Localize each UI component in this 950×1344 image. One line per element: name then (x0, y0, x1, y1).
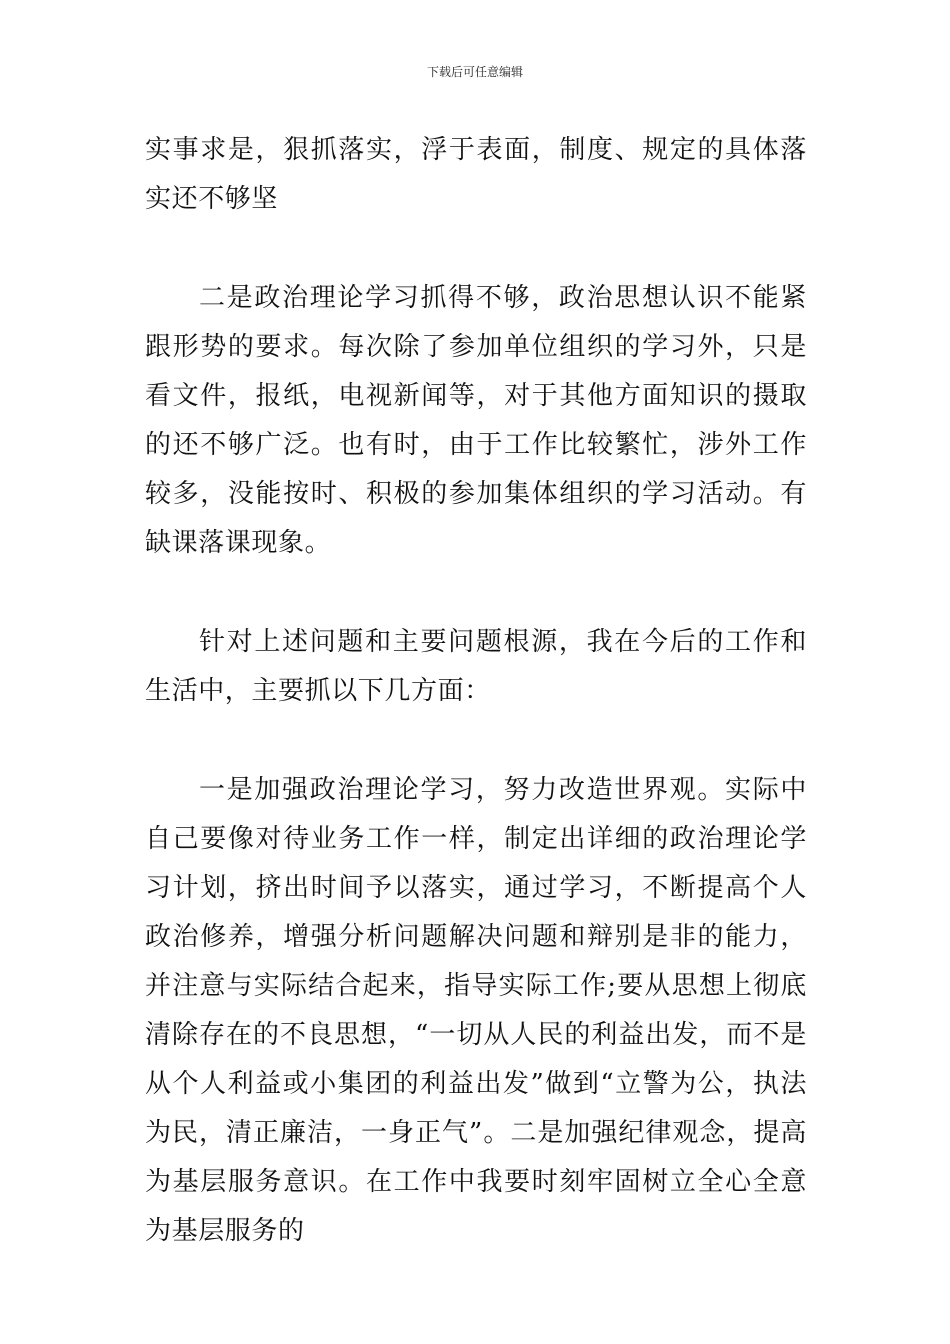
page-header: 下载后可任意编辑 (426, 65, 523, 79)
paragraph-4: 一是加强政治理论学习，努力改造世界观。实际中自己要像对待业务工作一样，制定出详细的政治理论学习计划，挤出时间予以落实，通过学习，不断提高个人政治修养，增强分析问题解决问题和辩别是非的能力，并注意与实际结合起来，指导实际工作;要从思想上彻底清除存在的不良思想，“一切从人民的利益出发，而不是从个人利益或小集团的利益出发”做到“立警为公，执法为民，清正廉洁，一身正气”。二是加强纪律观念，提高为基层服务意识。在工作中我要时刻牢固树立全心全意为基层服务的 (145, 775, 807, 1246)
paragraph-2: 二是政治理论学习抓得不够，政治思想认识不能紧跟形势的要求。每次除了参加单位组织的学习外，只是看文件，报纸，电视新闻等，对于其他方面知识的摄取的还不够广泛。也有时，由于工作比较繁忙，涉外工作较多，没能按时、积极的参加集体组织的学习活动。有缺课落课现象。 (145, 283, 807, 558)
paragraph-3: 针对上述问题和主要问题根源，我在今后的工作和生活中，主要抓以下几方面： (145, 627, 807, 706)
paragraph-1: 实事求是，狠抓落实，浮于表面，制度、规定的具体落实还不够坚 (145, 135, 807, 214)
document-body (145, 126, 807, 1306)
